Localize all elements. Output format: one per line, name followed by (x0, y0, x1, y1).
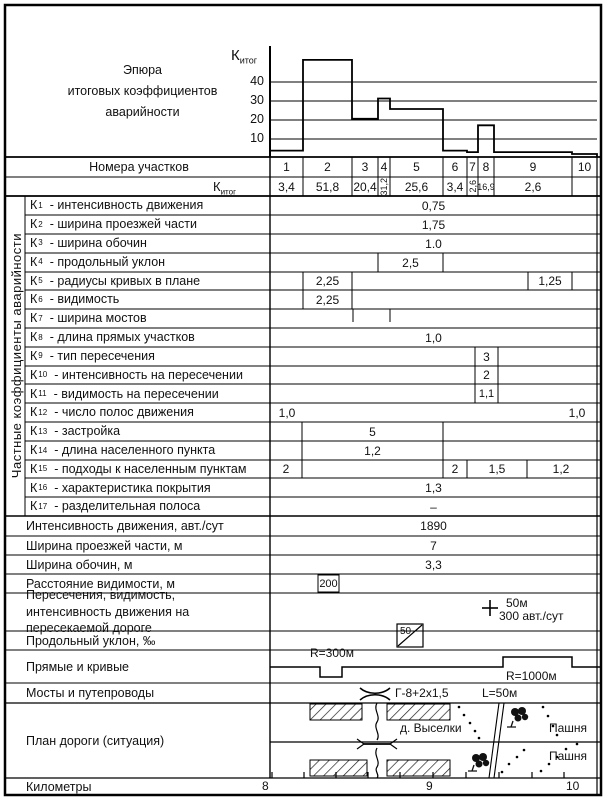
row-label-k-total (213, 180, 236, 197)
k15-value-d: 1,2 (552, 462, 570, 476)
k14-row-label: К 14 - длина населенного пункта (30, 443, 216, 458)
section-number-9: 9 (529, 160, 537, 174)
y-axis-label-sub: итог (239, 55, 258, 66)
river-line (376, 703, 378, 778)
y-tick-20: 20 (250, 112, 264, 126)
k12-row-label: К 12 - число полос движения (30, 405, 194, 420)
k2-row-label: К 2 - ширина проезжей части (30, 217, 197, 232)
k-total-value-1: 3,4 (278, 179, 295, 194)
row-label-shoulder-width: Ширина обочин, м (26, 557, 133, 572)
row-label-carriageway-width: Ширина проезжей части, м (26, 538, 183, 553)
crossing-road-lines (489, 703, 504, 778)
section-number-4: 4 (380, 160, 388, 174)
k13-row-label: К 13 - застройка (30, 424, 121, 439)
k3-row-label: К 3 - ширина обочин (30, 235, 147, 250)
k16-row-label: К 16 - характеристика покрытия (30, 480, 211, 495)
row-label-longitudinal-gradient: Продольный уклон, ‰ (26, 633, 156, 648)
y-axis-label (231, 48, 257, 66)
km-label-10: 10 (566, 779, 580, 793)
k8-row-label: К 8 - длина прямых участков (30, 330, 195, 345)
k15-value-a: 2 (282, 462, 290, 476)
road-plan-drawing (310, 703, 578, 778)
km-label-9: 9 (426, 779, 433, 793)
y-tick-10: 10 (250, 131, 264, 145)
k16-value: 1,3 (425, 480, 442, 495)
tree-icon (468, 753, 489, 771)
section-number-3: 3 (361, 160, 369, 174)
k5-value-b: 1,25 (538, 274, 562, 288)
crossing-icon (482, 600, 498, 616)
chart-axis (270, 46, 597, 157)
k10-row-label: К 10 - интенсивность на пересечении (30, 367, 243, 382)
k11-row-label: К 11 - видимость на пересечении (30, 386, 219, 401)
visibility-value: 200 (319, 577, 338, 590)
y-tick-30: 30 (250, 93, 264, 107)
buildings-hatched (310, 704, 450, 776)
row-label-kilometers: Километры (26, 779, 92, 794)
row-label-bridges: Мосты и путепроводы (26, 686, 155, 700)
k14-value: 1,2 (364, 443, 381, 458)
k-total-value-2: 51,8 (315, 179, 340, 194)
k6-row-label: К 6 - видимость (30, 292, 120, 307)
section-number-7: 7 (469, 160, 476, 174)
plan-bridge-icon (357, 739, 397, 749)
row-label-section-numbers: Номера участков (89, 160, 189, 174)
k1-row-label: К 1 - интенсивность движения (30, 198, 204, 213)
side-label-wrap (8, 196, 25, 516)
section-number-1: 1 (283, 160, 290, 174)
k17-value: – (430, 499, 437, 514)
k13-value: 5 (369, 424, 376, 439)
k5-row-label: К 5 - радиусы кривых в плане (30, 273, 201, 288)
row-label-visibility-distance: Расстояние видимости, м (26, 576, 175, 591)
k-total-step-profile (270, 60, 597, 157)
k15-value-c: 1,5 (488, 462, 506, 476)
curve-left-label: R=300м (310, 646, 354, 660)
section-number-2: 2 (324, 160, 331, 174)
k-total-value-6: 3,4 (446, 179, 464, 194)
side-label-partial-coefficients: Частные коэффициенты аварийности (9, 233, 24, 479)
chart-title (40, 60, 245, 123)
chart-title-line: итоговых коэффициентов (67, 84, 218, 98)
k-total-value-5: 25,6 (404, 179, 429, 194)
chart-title-line: аварийности (105, 105, 180, 119)
k6-value: 2,25 (315, 292, 340, 307)
k-total-value-10 (572, 178, 597, 195)
field-label-top: Пашня (549, 721, 588, 735)
row-label-road-plan: План дороги (ситуация) (26, 733, 165, 748)
km-label-8: 8 (262, 779, 269, 793)
row-label-intensity: Интенсивность движения, авт./сут (26, 519, 224, 533)
k-total-value-3: 20,4 (353, 179, 377, 194)
k4-row-label: К 4 - продольный уклон (30, 254, 166, 269)
k17-row-label: К 17 - разделительная полоса (30, 499, 201, 514)
bridge-length-label: L=50м (482, 686, 518, 700)
gradient-value: 50 (400, 626, 412, 637)
field-label-bottom: Пашня (549, 749, 588, 763)
k12-value-right: 1,0 (568, 405, 586, 420)
k15-row-label: К 15 - подходы к населенным пунктам (30, 461, 247, 476)
curve-right-label: R=1000м (506, 669, 557, 683)
row-label-intersections: Пересечения, видимость, интенсивность движения на пересекаемой дороге (26, 587, 190, 636)
k2-value: 1,75 (421, 217, 446, 232)
bridge-icon (360, 688, 390, 700)
y-axis-label-main: К (231, 47, 240, 64)
k-total-value-8: 16,9 (477, 181, 495, 192)
intensity-value: 1890 (420, 519, 447, 533)
crossing-intensity-value: 300 авт./сут (499, 609, 564, 623)
row-label-straights-and-curves: Прямые и кривые (26, 659, 130, 674)
y-tick-40: 40 (250, 74, 264, 88)
shoulder-width-value: 3,3 (425, 557, 442, 572)
k11-value: 1,1 (478, 387, 495, 400)
village-label: д. Выселки (400, 721, 462, 735)
crossing-distance-value: 50м (506, 596, 528, 610)
k12-value-left: 1,0 (278, 405, 296, 420)
tree-icon (507, 707, 528, 727)
k-total-value-7: 2,6 (467, 180, 478, 193)
section-number-6: 6 (451, 160, 459, 174)
k15-value-b: 2 (451, 462, 459, 476)
k9-row-label: К 9 - тип пересечения (30, 348, 155, 363)
section-number-8: 8 (482, 160, 490, 174)
section-number-10: 10 (577, 160, 592, 174)
k10-value: 2 (483, 368, 490, 382)
k7-row-label: К 7 - ширина мостов (30, 311, 147, 326)
k-total-value-9: 2,6 (524, 179, 542, 194)
bridge-spec-label: Г-8+2х1,5 (395, 686, 449, 700)
k-total-value-4: 31,2 (379, 177, 389, 196)
k8-value: 1,0 (425, 330, 442, 345)
section-number-5: 5 (413, 160, 420, 174)
k4-value: 2,5 (402, 255, 419, 270)
k5-value-a: 2,25 (315, 274, 340, 288)
carriageway-width-value: 7 (430, 538, 437, 553)
k-total-sub: итог (220, 187, 236, 197)
k1-value: 0,75 (421, 198, 446, 213)
k3-value: 1.0 (425, 236, 442, 251)
k-total-main: К (213, 179, 221, 194)
chart-title-line: Эпюра (122, 63, 163, 77)
k9-value: 3 (483, 349, 490, 364)
